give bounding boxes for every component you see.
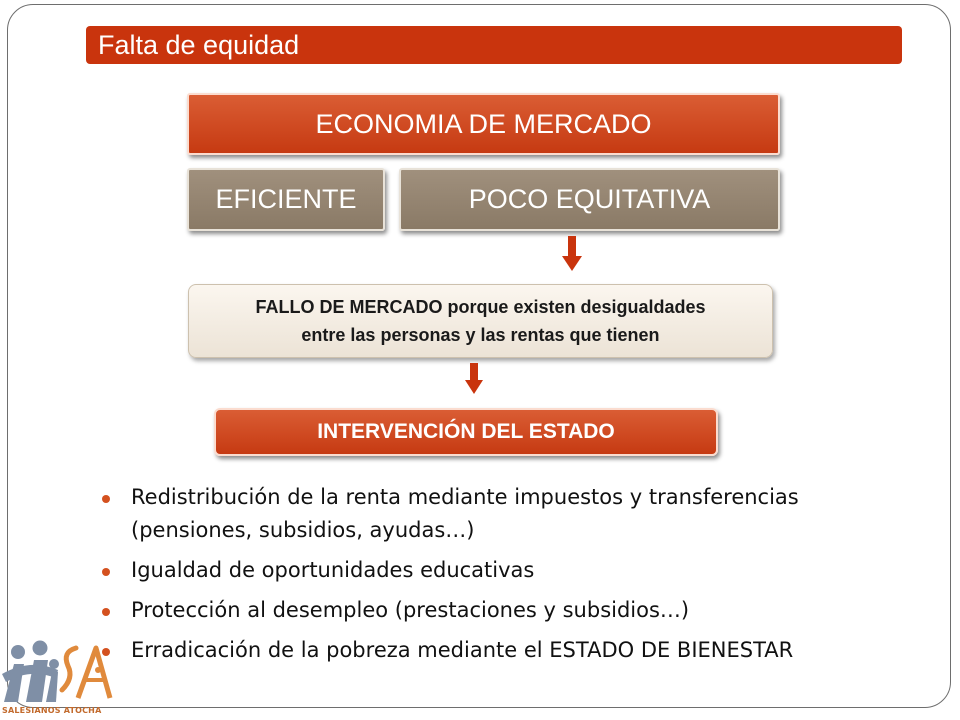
down-arrow-icon [465, 363, 483, 395]
bullet-text: Redistribución de la renta mediante impuestos y transferencias [131, 485, 799, 509]
poco-equitativa-label: POCO EQUITATIVA [468, 184, 711, 214]
bullet-icon [102, 608, 110, 616]
bullet-text: Protección al desempleo (prestaciones y subsidios…) [131, 598, 690, 622]
economia-de-mercado-box [187, 93, 780, 155]
intervencion-label: INTERVENCIÓN DEL ESTADO [317, 420, 615, 443]
list-item [100, 594, 900, 627]
intervencion-del-estado-box [214, 408, 718, 456]
down-arrow-icon [562, 236, 582, 272]
eficiente-label: EFICIENTE [215, 184, 357, 214]
list-item [100, 481, 900, 547]
fallo-line-1: FALLO DE MERCADO porque existen desigualdades [255, 297, 706, 317]
bullet-text: Erradicación de la pobreza mediante el ESTADO DE BIENESTAR [131, 638, 794, 662]
list-item [100, 634, 900, 667]
economia-label: ECONOMIA DE MERCADO [315, 108, 652, 139]
fallo-line-2: entre las personas y las rentas que tienen [301, 325, 660, 345]
bullet-icon [102, 568, 110, 576]
bullet-list [100, 481, 900, 674]
bullet-text: Igualdad de oportunidades educativas [131, 558, 535, 582]
logo-text: SALESIANOS ATOCHA [2, 706, 102, 715]
eficiente-box [187, 168, 385, 231]
poco-equitativa-box [399, 168, 780, 231]
bullet-text-continued: (pensiones, subsidios, ayudas…) [131, 518, 475, 542]
slide-title: Falta de equidad [98, 30, 300, 60]
bullet-icon [102, 495, 110, 503]
fallo-de-mercado-box [188, 284, 773, 358]
list-item [100, 554, 900, 587]
